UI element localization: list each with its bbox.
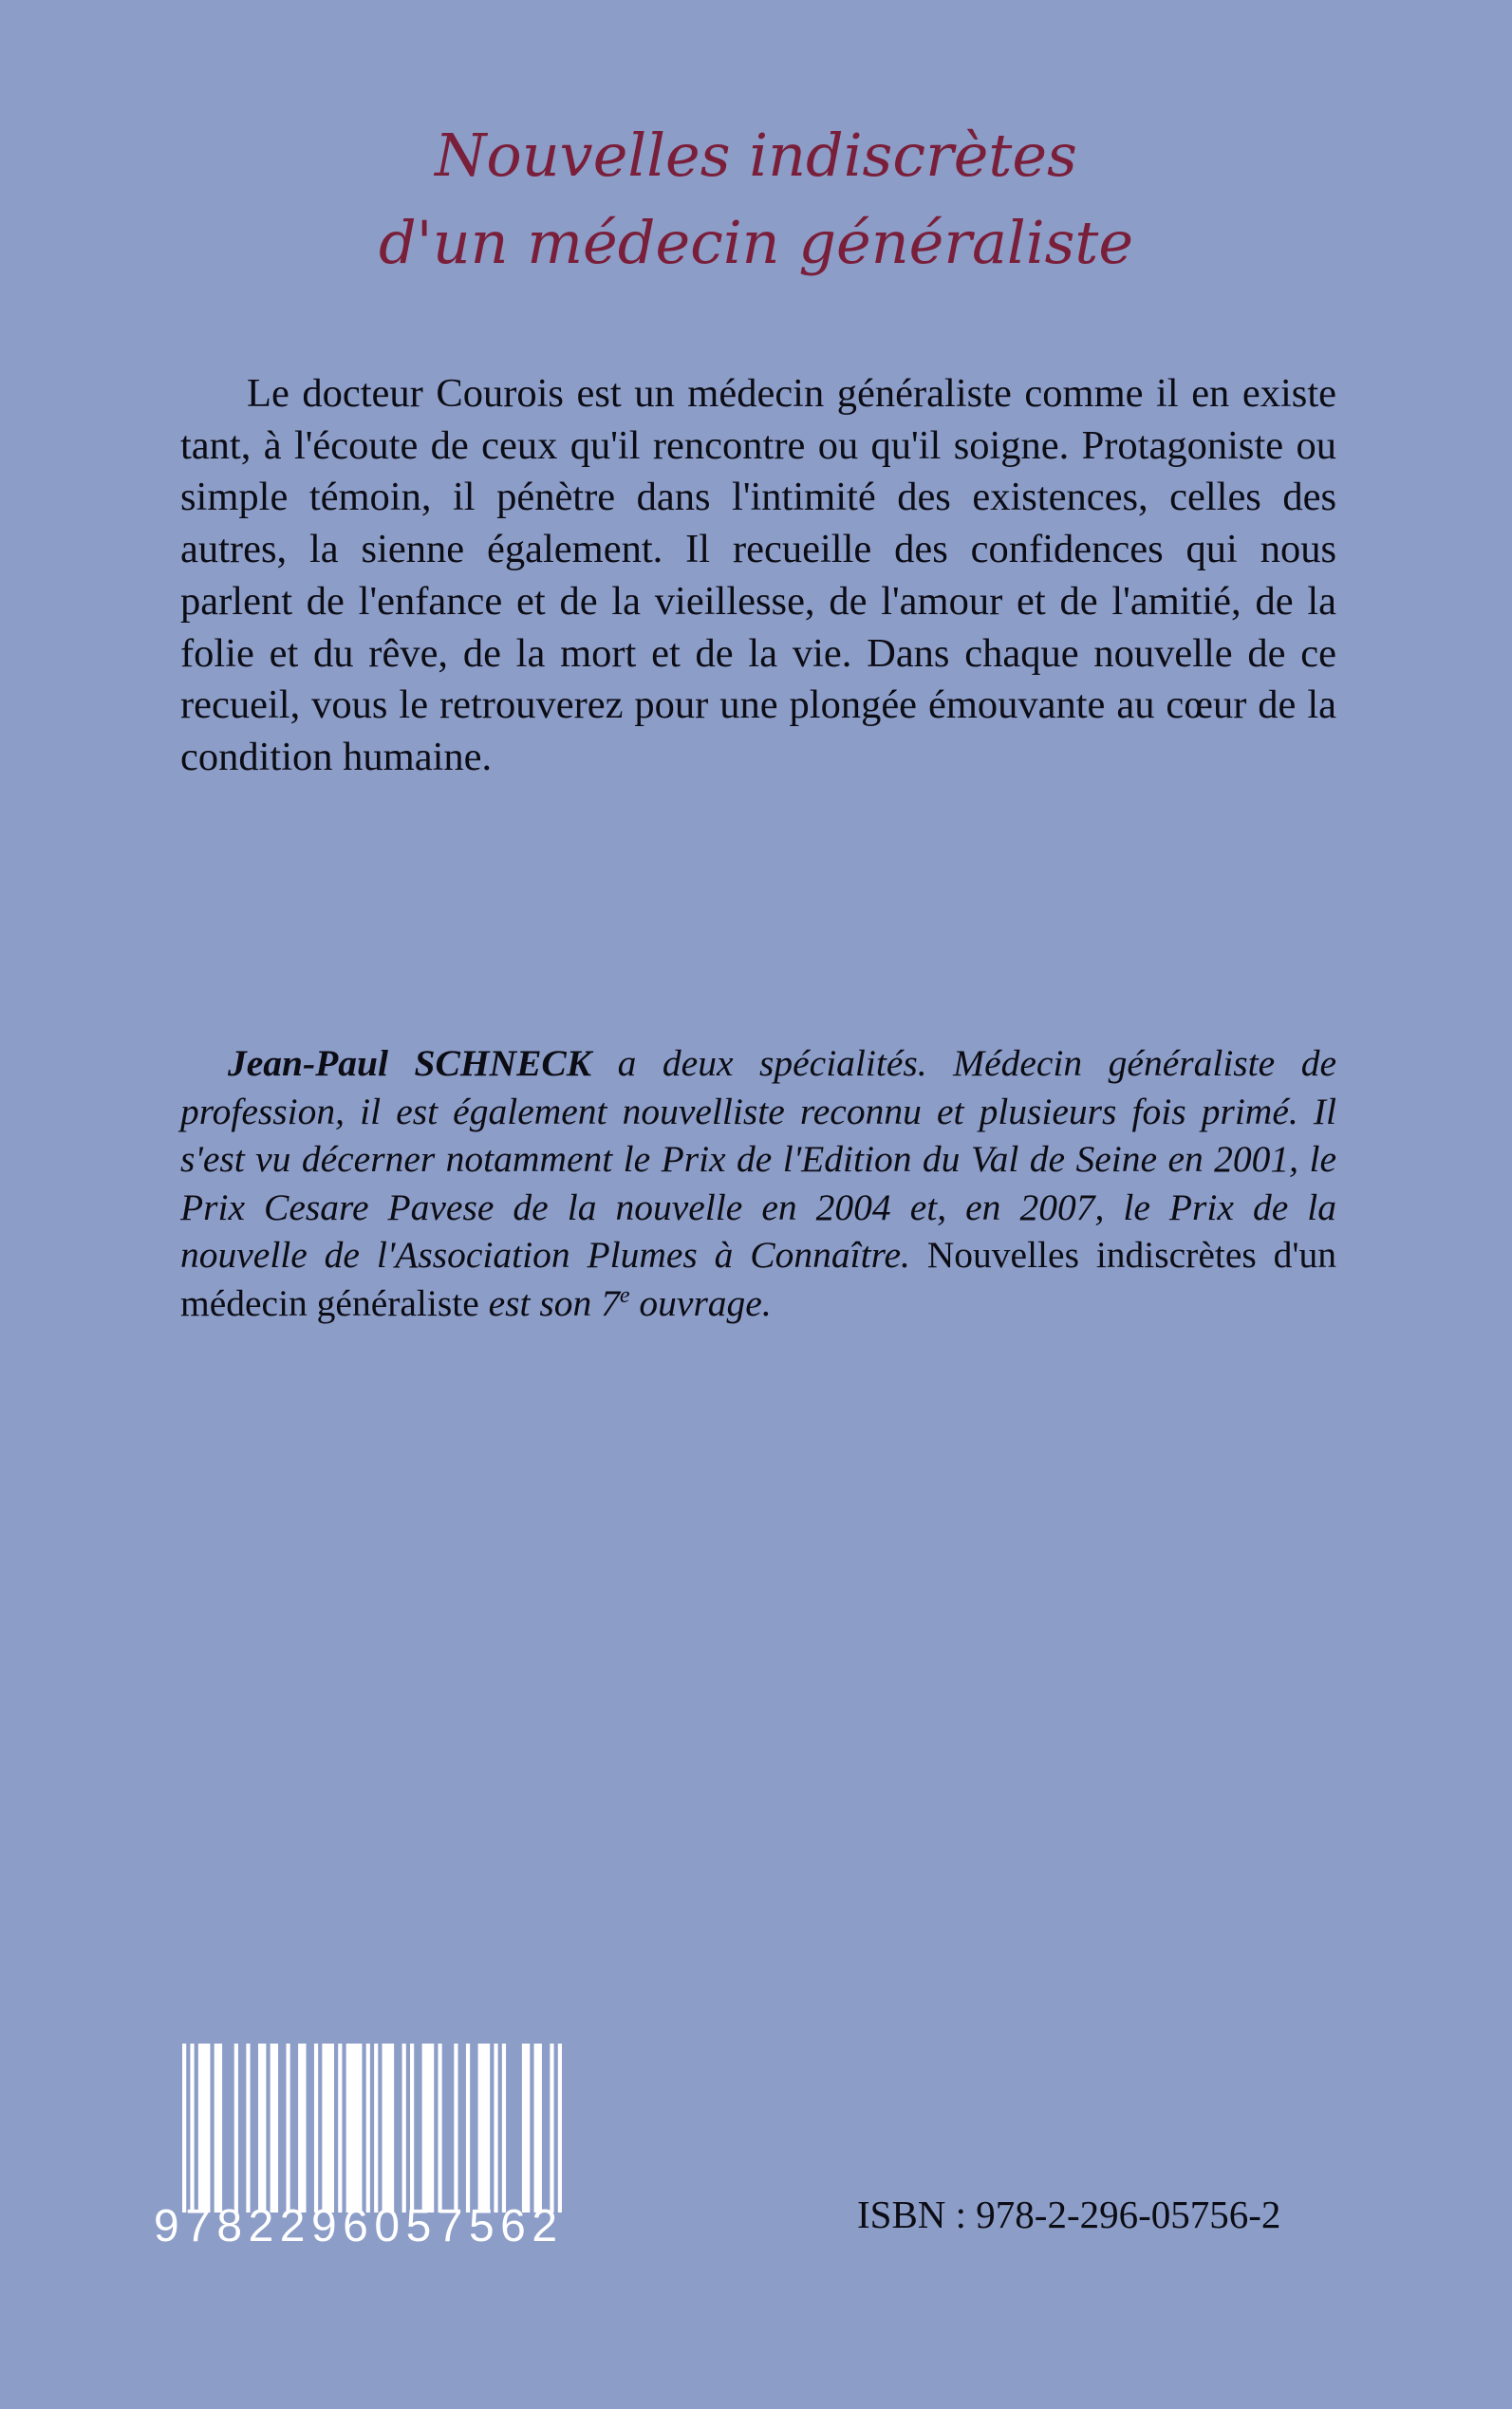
barcode-bar	[182, 2044, 186, 2213]
barcode-bar	[246, 2044, 250, 2213]
barcode	[154, 2044, 568, 2250]
barcode-bar	[438, 2044, 441, 2213]
barcode-bar	[215, 2044, 222, 2213]
barcode-bar	[298, 2044, 306, 2213]
barcode-bar	[338, 2044, 342, 2213]
barcode-bar	[494, 2044, 497, 2213]
book-title-line-1: Nouvelles indiscrètes	[435, 121, 1077, 190]
bio-superscript: e	[619, 1282, 630, 1308]
barcode-bar	[502, 2044, 506, 2213]
barcode-bar	[271, 2044, 278, 2213]
barcode-bar	[466, 2044, 470, 2213]
barcode-digits: 9782296057562	[154, 2201, 564, 2251]
synopsis-paragraph: Le docteur Courois est un médecin généraliste comme il en existe tant, à l'écoute de ceux qu'il rencontre ou qu'il soigne. Protagoniste ou simple témoin, il pénètre dans l'intimité des existences, celles des autres, la sienne également. Il recueille des confidences qui nous parlent de l'enfance et de la vieillesse, de l'amour et de l'amitié, de la folie et du rêve, de la mort et de la vie. Dans chaque nouvelle de ce recueil, vous le retrouverez pour une plongée émouvante au cœur de la condition humaine.	[180, 371, 1336, 779]
barcode-bar	[383, 2044, 395, 2213]
barcode-bar	[258, 2044, 266, 2213]
barcode-bar	[478, 2044, 491, 2213]
barcode-bar	[322, 2044, 334, 2213]
barcode-bar	[522, 2044, 530, 2213]
barcode-bar	[402, 2044, 406, 2213]
barcode-bar	[454, 2044, 457, 2213]
barcode-bar	[234, 2044, 238, 2213]
author-name: Jean-Paul SCHNECK	[228, 1042, 592, 1084]
barcode-bar	[198, 2044, 211, 2213]
barcode-bar	[366, 2044, 370, 2213]
barcode-bar	[410, 2044, 414, 2213]
author-bio-paragraph	[180, 1039, 1336, 1327]
barcode-bar	[422, 2044, 435, 2213]
book-title-line-2: d'un médecin généraliste	[378, 208, 1134, 277]
barcode-bar	[190, 2044, 194, 2213]
barcode-bar	[550, 2044, 553, 2213]
isbn-label: ISBN : 978-2-296-05756-2	[857, 2193, 1281, 2236]
barcode-bar	[374, 2044, 378, 2213]
barcode-bars	[182, 2044, 562, 2213]
bio-text-3: ouvrage.	[629, 1281, 772, 1324]
barcode-bar	[286, 2044, 289, 2213]
barcode-bar	[314, 2044, 318, 2213]
bio-text-2: est son 7	[488, 1281, 620, 1324]
book-title	[0, 112, 1512, 287]
bio-text-1: a deux spécialités. Médecin généraliste de profession, il est également nouvelliste reconnu et plusieurs fois primé. Il s'est vu décerner notamment le Prix de l'Edition du Val de Seine en 2001, le Prix Cesare Pavese de la nouvelle en 2004 et, en 2007, le Prix de la nouvelle de l'Association Plumes à Connaître.	[180, 1042, 1336, 1276]
barcode-bar	[558, 2044, 562, 2213]
barcode-bar	[346, 2044, 363, 2213]
barcode-bar	[534, 2044, 542, 2213]
bio-book-title: Nouvelles indiscrètes d'un médecin généraliste	[180, 1234, 1336, 1324]
